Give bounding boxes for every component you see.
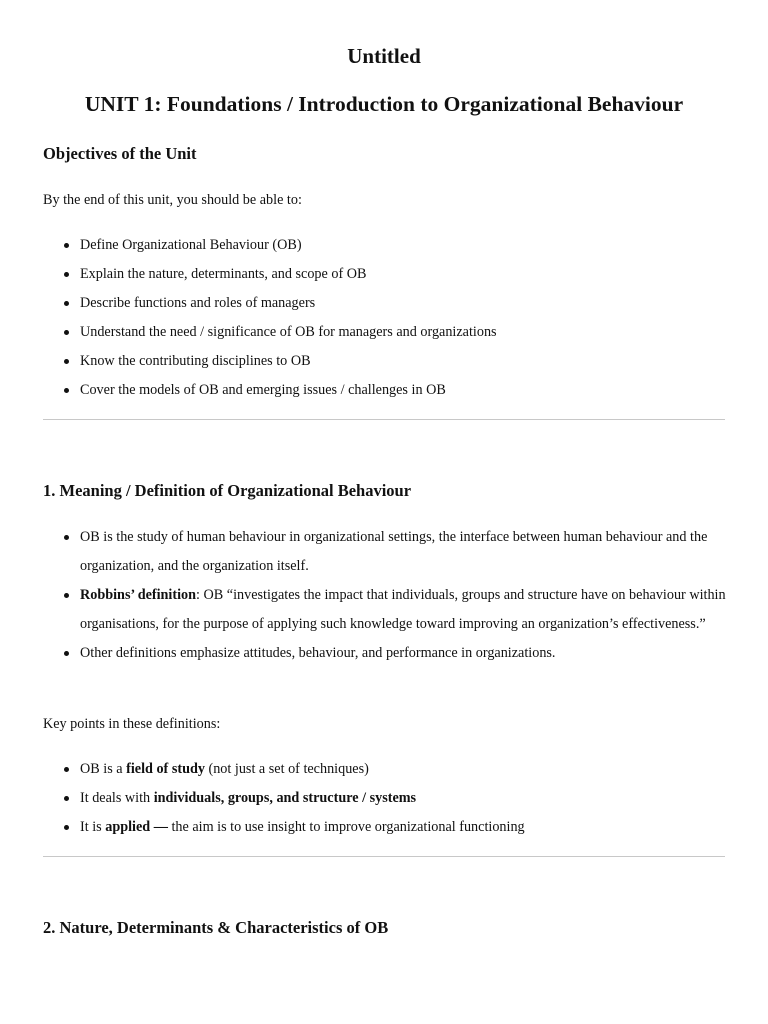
section-divider (43, 419, 725, 420)
key-point-bold: individuals, groups, and structure / systems (153, 790, 417, 806)
list-item (43, 784, 733, 813)
robbins-definition-text: : OB “investigates the impact that individuals, groups and structure have on behaviour within organisations, for the purpose of applying such knowledge toward improving an organization’s effectiveness.” (80, 587, 726, 632)
key-point-bold: field of study (126, 761, 205, 777)
list-item: Explain the nature, determinants, and scope of OB (43, 260, 733, 289)
section2-heading: 2. Nature, Determinants & Characteristics of OB (43, 918, 389, 937)
list-item (43, 581, 733, 639)
key-point-text: It deals with (80, 790, 154, 806)
section-divider (43, 856, 725, 857)
list-item: Other definitions emphasize attitudes, behaviour, and performance in organizations. (43, 639, 733, 668)
list-item (43, 813, 733, 842)
key-point-text: OB is a (80, 761, 127, 777)
key-points-intro: Key points in these definitions: (43, 716, 221, 732)
key-point-bold: applied — (105, 819, 168, 835)
list-item: Describe functions and roles of managers (43, 289, 733, 318)
list-item: OB is the study of human behaviour in organizational settings, the interface between human behaviour and the organization, and the organization itself. (43, 523, 733, 581)
list-item: Understand the need / significance of OB for managers and organizations (43, 318, 733, 347)
objectives-intro: By the end of this unit, you should be able to: (43, 192, 302, 208)
list-item: Know the contributing disciplines to OB (43, 347, 733, 376)
list-item (43, 755, 733, 784)
objectives-heading: Objectives of the Unit (43, 144, 197, 163)
key-point-text: It is (80, 819, 106, 835)
section1-definitions-list (43, 523, 733, 668)
key-points-list (43, 755, 733, 842)
section1-heading: 1. Meaning / Definition of Organizational Behaviour (43, 481, 412, 500)
document-title: Untitled (347, 44, 421, 68)
key-point-text: (not just a set of techniques) (204, 761, 369, 777)
list-item: Cover the models of OB and emerging issues / challenges in OB (43, 376, 733, 405)
objectives-list (43, 231, 733, 405)
list-item: Define Organizational Behaviour (OB) (43, 231, 733, 260)
key-point-text: the aim is to use insight to improve organizational functioning (167, 819, 525, 835)
robbins-definition-label: Robbins’ definition (80, 587, 197, 603)
unit-title: UNIT 1: Foundations / Introduction to Organizational Behaviour (84, 92, 684, 116)
